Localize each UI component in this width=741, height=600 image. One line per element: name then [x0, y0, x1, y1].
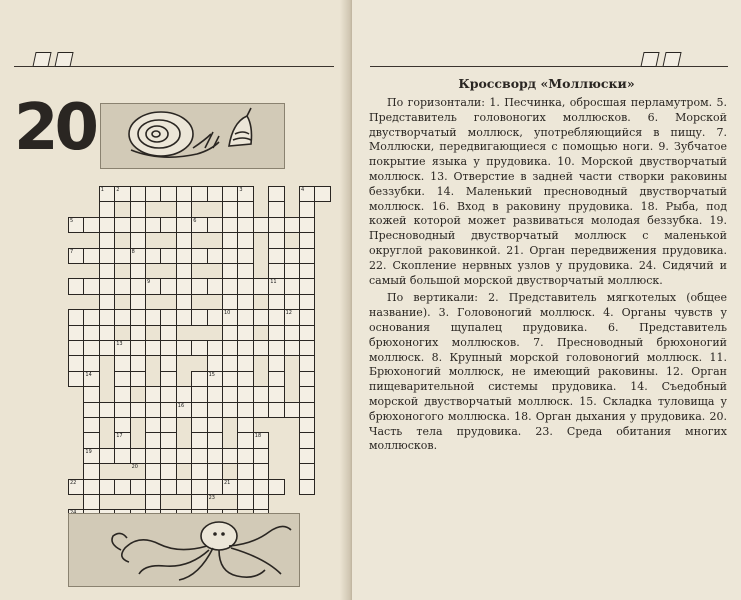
right-page: [352, 0, 741, 600]
crossword-cell[interactable]: [83, 340, 99, 356]
crossword-cell[interactable]: [145, 448, 161, 464]
crossword-cell[interactable]: [191, 278, 207, 294]
crossword-cell[interactable]: [222, 325, 238, 341]
crossword-cell[interactable]: [268, 325, 284, 341]
crossword-cell[interactable]: [284, 278, 300, 294]
clue-number: 8: [131, 248, 135, 255]
clue-number: 13: [116, 341, 123, 347]
crossword-cell[interactable]: [176, 232, 192, 248]
crossword-cell[interactable]: [99, 448, 115, 464]
crossword-cell[interactable]: [191, 371, 207, 387]
crossword-cell[interactable]: [191, 432, 207, 448]
crossword-cell[interactable]: [130, 371, 146, 387]
down-label: По вертикали:: [387, 291, 478, 305]
crossword-cell[interactable]: [299, 201, 315, 217]
crossword-cell[interactable]: [191, 402, 207, 418]
crossword-cell[interactable]: [68, 325, 84, 341]
crossword-cell[interactable]: [176, 479, 192, 495]
crossword-cell[interactable]: [237, 340, 253, 356]
crossword-cell[interactable]: [83, 494, 99, 510]
crossword-cell[interactable]: [176, 186, 192, 202]
crossword-cell[interactable]: [299, 263, 315, 279]
crossword-cell[interactable]: [207, 402, 223, 418]
crossword-cell[interactable]: [160, 432, 176, 448]
crossword-cell[interactable]: [191, 494, 207, 510]
crossword-cell[interactable]: [268, 294, 284, 310]
crossword-cell[interactable]: [83, 248, 99, 264]
clue-number: 14: [85, 371, 92, 378]
crossword-cell[interactable]: [222, 201, 238, 217]
crossword-cell[interactable]: [114, 479, 130, 495]
crossword-cell[interactable]: [191, 448, 207, 464]
crossword-cell[interactable]: [299, 463, 315, 479]
crossword-cell[interactable]: [99, 263, 115, 279]
crossword-cell[interactable]: [222, 217, 238, 233]
crossword-cell[interactable]: [160, 355, 176, 371]
crossword-cell[interactable]: [191, 463, 207, 479]
crossword-cell[interactable]: [83, 217, 99, 233]
down-clues: [369, 291, 727, 454]
across-clues: [369, 96, 727, 288]
crossword-cell[interactable]: [83, 402, 99, 418]
clue-number: 6: [193, 217, 197, 224]
across-label: По горизонтали:: [387, 96, 485, 109]
crossword-cell[interactable]: [207, 355, 223, 371]
crossword-cell[interactable]: [253, 386, 269, 402]
clue-number: 21: [224, 479, 231, 486]
crossword-cell[interactable]: [253, 463, 269, 479]
crossword-cell[interactable]: [268, 355, 284, 371]
crossword-cell[interactable]: [130, 448, 146, 464]
crossword-cell[interactable]: [268, 263, 284, 279]
crossword-cell[interactable]: [268, 371, 284, 387]
crossword-cell[interactable]: [68, 309, 84, 325]
crossword-grid: [0, 0, 352, 600]
crossword-cell[interactable]: [237, 448, 253, 464]
crossword-cell[interactable]: [237, 278, 253, 294]
octopus-illustration: [68, 513, 300, 587]
crossword-cell[interactable]: [237, 402, 253, 418]
crossword-cell[interactable]: [130, 294, 146, 310]
crossword-cell[interactable]: [237, 201, 253, 217]
crossword-cell[interactable]: [268, 201, 284, 217]
crossword-cell[interactable]: [253, 278, 269, 294]
crossword-cell[interactable]: [176, 448, 192, 464]
crossword-cell[interactable]: [160, 417, 176, 433]
crossword-cell[interactable]: [207, 479, 223, 495]
crossword-cell[interactable]: [130, 355, 146, 371]
crossword-cell[interactable]: [114, 417, 130, 433]
crossword-cell[interactable]: [268, 186, 284, 202]
crossword-cell[interactable]: [237, 263, 253, 279]
crossword-cell[interactable]: [176, 309, 192, 325]
crossword-cell[interactable]: [145, 186, 161, 202]
crossword-cell[interactable]: [130, 263, 146, 279]
clue-number: 2: [116, 187, 120, 193]
crossword-cell[interactable]: [145, 340, 161, 356]
crossword-cell[interactable]: [314, 186, 330, 202]
crossword-cell[interactable]: [130, 217, 146, 233]
clue-number: 10: [224, 310, 231, 317]
crossword-cell[interactable]: [237, 309, 253, 325]
crossword-cell[interactable]: [299, 355, 315, 371]
crossword-cell[interactable]: [145, 217, 161, 233]
crossword-cell[interactable]: [176, 263, 192, 279]
crossword-cell[interactable]: [99, 340, 115, 356]
clue-number: 16: [177, 402, 185, 409]
crossword-cell[interactable]: [207, 448, 223, 464]
crossword-cell[interactable]: [284, 248, 300, 264]
crossword-cell[interactable]: [145, 463, 161, 479]
crossword-cell[interactable]: [160, 340, 176, 356]
crossword-cell[interactable]: [237, 463, 253, 479]
clues-text: [369, 96, 727, 454]
crossword-cell[interactable]: [207, 417, 223, 433]
crossword-cell[interactable]: [114, 278, 130, 294]
crossword-cell[interactable]: [176, 201, 192, 217]
crossword-cell[interactable]: [160, 309, 176, 325]
crossword-cell[interactable]: [145, 248, 161, 264]
crossword-cell[interactable]: [237, 479, 253, 495]
crossword-cell[interactable]: [176, 294, 192, 310]
crossword-cell[interactable]: [114, 448, 130, 464]
clue-number: 15: [208, 371, 215, 378]
crossword-cell[interactable]: [268, 386, 284, 402]
octopus-icon: [69, 514, 299, 586]
crossword-cell[interactable]: [130, 325, 146, 341]
crossword-cell[interactable]: [83, 325, 99, 341]
crossword-cell[interactable]: [160, 448, 176, 464]
crossword-cell[interactable]: [160, 463, 176, 479]
crossword-cell[interactable]: [299, 417, 315, 433]
crossword-cell[interactable]: [145, 432, 161, 448]
crossword-cell[interactable]: [145, 402, 161, 418]
crossword-cell[interactable]: [207, 217, 223, 233]
crossword-cell[interactable]: [268, 402, 284, 418]
crossword-cell[interactable]: [222, 263, 238, 279]
crossword-cell[interactable]: [191, 309, 207, 325]
crossword-cell[interactable]: [160, 186, 176, 202]
crossword-cell[interactable]: [253, 494, 269, 510]
crossword-cell[interactable]: [114, 309, 130, 325]
crossword-cell[interactable]: [222, 371, 238, 387]
clue-number: 4: [301, 187, 305, 193]
crossword-cell[interactable]: [222, 448, 238, 464]
crossword-cell[interactable]: [207, 463, 223, 479]
crossword-cell[interactable]: [299, 325, 315, 341]
crossword-cell[interactable]: [299, 432, 315, 448]
crossword-cell[interactable]: [299, 371, 315, 387]
crossword-cell[interactable]: [268, 217, 284, 233]
crossword-cell[interactable]: [237, 355, 253, 371]
crossword-cell[interactable]: [222, 402, 238, 418]
crossword-cell[interactable]: [83, 355, 99, 371]
crossword-cell[interactable]: [207, 386, 223, 402]
crossword-cell[interactable]: [191, 417, 207, 433]
chapter-number: 20: [14, 91, 96, 165]
crossword-cell[interactable]: [222, 186, 238, 202]
crossword-cell[interactable]: [253, 479, 269, 495]
crossword-cell[interactable]: [299, 448, 315, 464]
crossword-cell[interactable]: [99, 479, 115, 495]
clue-number: 19: [85, 448, 92, 455]
crossword-cell[interactable]: [222, 386, 238, 402]
crossword-cell[interactable]: [237, 217, 253, 233]
crossword-cell[interactable]: [237, 386, 253, 402]
crossword-cell[interactable]: [207, 432, 223, 448]
crossword-cell[interactable]: [222, 248, 238, 264]
crossword-cell[interactable]: [299, 278, 315, 294]
crossword-cell[interactable]: [160, 217, 176, 233]
crossword-cell[interactable]: [83, 417, 99, 433]
crossword-cell[interactable]: [299, 248, 315, 264]
crossword-cell[interactable]: [253, 448, 269, 464]
crossword-cell[interactable]: [191, 479, 207, 495]
clue-number: 7: [70, 248, 74, 255]
crossword-cell[interactable]: [299, 386, 315, 402]
crossword-cell[interactable]: [130, 186, 146, 202]
clue-number: 20: [131, 464, 138, 471]
crossword-cell[interactable]: [130, 479, 146, 495]
crossword-cell[interactable]: [268, 309, 284, 325]
crossword-cell[interactable]: [99, 309, 115, 325]
crossword-cell[interactable]: [160, 325, 176, 341]
crossword-cell[interactable]: [99, 248, 115, 264]
crossword-cell[interactable]: [237, 294, 253, 310]
crossword-cell[interactable]: [114, 217, 130, 233]
crossword-cell[interactable]: [68, 371, 84, 387]
page-title: Кроссворд «Моллюски»: [458, 76, 635, 91]
crossword-cell[interactable]: [145, 479, 161, 495]
crossword-cell[interactable]: [130, 402, 146, 418]
crossword-cell[interactable]: [130, 309, 146, 325]
crossword-cell[interactable]: [207, 186, 223, 202]
crossword-cell[interactable]: [176, 217, 192, 233]
crossword-cell[interactable]: [299, 217, 315, 233]
crossword-cell[interactable]: [284, 217, 300, 233]
crossword-cell[interactable]: [237, 232, 253, 248]
crossword-cell[interactable]: [284, 340, 300, 356]
crossword-cell[interactable]: [99, 232, 115, 248]
clue-number: 23: [208, 495, 215, 501]
crossword-cell[interactable]: [299, 340, 315, 356]
crossword-cell[interactable]: [284, 294, 300, 310]
left-page: [0, 0, 352, 600]
crossword-cell[interactable]: [99, 325, 115, 341]
clue-number: 1: [100, 187, 104, 193]
crossword-cell[interactable]: [207, 340, 223, 356]
crossword-cell[interactable]: [207, 278, 223, 294]
crossword-cell[interactable]: [268, 340, 284, 356]
crossword-cell[interactable]: [268, 248, 284, 264]
crossword-cell[interactable]: [145, 309, 161, 325]
crossword-cell[interactable]: [268, 479, 284, 495]
across-text: 1. Песчинка, обросшая перламутром. 5. Представитель головоногих моллюсков. 6. Морской двустворчатый моллюск, употребляющийся в пищу. 7. Моллюски, передвигающиеся с помощью ноги. 9. Зубчатое покрытие языка у прудовика. 10. Морской двустворчатый моллюск. 13. Отверстие в задней части створки раковины беззубки. 14. Маленький пресноводный двустворчатый моллюск. 16. Вход в раковину прудовика. 18. Рыба, под кожей которой может развиваться молодая беззубка. 19. Пресноводный двустворчатый моллюск с маленькой округлой раковинкой. 21. Орган передвижения прудовика. 22. Скопление нервных узлов у прудовика. 24. Сидячий и самый большой морской двустворчатый моллюск.: [369, 96, 727, 287]
crossword-cell[interactable]: [160, 248, 176, 264]
square-icon: [640, 52, 659, 67]
crossword-cell[interactable]: [130, 201, 146, 217]
crossword-cell[interactable]: [83, 463, 99, 479]
crossword-cell[interactable]: [222, 340, 238, 356]
crossword-cell[interactable]: [176, 278, 192, 294]
crossword-cell[interactable]: [99, 217, 115, 233]
crossword-cell[interactable]: [83, 278, 99, 294]
crossword-cell[interactable]: [299, 402, 315, 418]
crossword-cell[interactable]: [160, 386, 176, 402]
crossword-cell[interactable]: [68, 355, 84, 371]
crossword-cell[interactable]: [222, 232, 238, 248]
crossword-cell[interactable]: [253, 217, 269, 233]
crossword-cell[interactable]: [237, 325, 253, 341]
crossword-cell[interactable]: [191, 248, 207, 264]
crossword-cell[interactable]: [222, 278, 238, 294]
crossword-cell[interactable]: [268, 232, 284, 248]
crossword-cell[interactable]: [176, 386, 192, 402]
clue-number: 5: [70, 217, 74, 224]
crossword-cell[interactable]: [191, 186, 207, 202]
crossword-cell[interactable]: [237, 432, 253, 448]
crossword-cell[interactable]: [222, 355, 238, 371]
crossword-cell[interactable]: [237, 371, 253, 387]
crossword-cell[interactable]: [68, 278, 84, 294]
down-text: 2. Представитель мягкотелых (общее название). 3. Головоногий моллюск. 4. Органы чувств у основания щупалец прудовика. 6. Представитель брюхоногих моллюсков. 7. Пресноводный брюхоногий моллюск. 8. Крупный морской головоногий моллюск. 11. Брюхоногий моллюск, не имеющий раковины. 12. Орган пищеварительной системы прудовика. 14. Съедобный морской двустворчатый моллюск. 15. Складка туловища у брюхоногого моллюска. 18. Орган дыхания у прудовика. 20. Часть тела прудовика. 23. Среда обитания многих моллюсков.: [369, 291, 727, 453]
crossword-cell[interactable]: [299, 309, 315, 325]
crossword-cell[interactable]: [299, 479, 315, 495]
crossword-cell[interactable]: [114, 402, 130, 418]
clue-number: 17: [116, 433, 123, 440]
crossword-cell[interactable]: [114, 248, 130, 264]
crossword-cell[interactable]: [145, 417, 161, 433]
clue-number: 12: [285, 310, 292, 317]
crossword-cell[interactable]: [130, 340, 146, 356]
crossword-cell[interactable]: [299, 294, 315, 310]
crossword-cell[interactable]: [237, 417, 253, 433]
crossword-cell[interactable]: [253, 340, 269, 356]
crossword-cell[interactable]: [99, 278, 115, 294]
crossword-cell[interactable]: [207, 248, 223, 264]
crossword-cell[interactable]: [130, 278, 146, 294]
crossword-cell[interactable]: [83, 309, 99, 325]
crossword-cell[interactable]: [176, 248, 192, 264]
clue-number: 9: [147, 279, 151, 286]
crossword-cell[interactable]: [83, 479, 99, 495]
crossword-cell[interactable]: [114, 386, 130, 402]
crossword-cell[interactable]: [253, 309, 269, 325]
crossword-cell[interactable]: [222, 294, 238, 310]
square-icon: [662, 52, 681, 67]
crossword-cell[interactable]: [130, 232, 146, 248]
clue-number: 3: [239, 187, 243, 193]
crossword-cell[interactable]: [284, 263, 300, 279]
crossword-cell[interactable]: [160, 278, 176, 294]
crossword-cell[interactable]: [160, 402, 176, 418]
crossword-cell[interactable]: [160, 479, 176, 495]
crossword-cell[interactable]: [145, 494, 161, 510]
crossword-cell[interactable]: [284, 325, 300, 341]
crossword-cell[interactable]: [237, 248, 253, 264]
crossword-cell[interactable]: [207, 309, 223, 325]
crossword-cell[interactable]: [176, 340, 192, 356]
clue-number: 22: [70, 479, 77, 486]
crossword-cell[interactable]: [114, 371, 130, 387]
crossword-cell[interactable]: [191, 340, 207, 356]
crossword-cell[interactable]: [299, 232, 315, 248]
crossword-cell[interactable]: [114, 355, 130, 371]
clue-number: 11: [270, 279, 277, 286]
crossword-cell[interactable]: [99, 402, 115, 418]
crossword-cell[interactable]: [160, 371, 176, 387]
crossword-cell[interactable]: [99, 201, 115, 217]
crossword-cell[interactable]: [145, 386, 161, 402]
crossword-cell[interactable]: [237, 494, 253, 510]
crossword-cell[interactable]: [191, 386, 207, 402]
crossword-cell[interactable]: [83, 432, 99, 448]
crossword-cell[interactable]: [99, 294, 115, 310]
crossword-cell[interactable]: [284, 402, 300, 418]
crossword-cell[interactable]: [68, 340, 84, 356]
crossword-cell[interactable]: [253, 402, 269, 418]
crossword-cell[interactable]: [83, 386, 99, 402]
clue-number: 18: [254, 433, 262, 440]
